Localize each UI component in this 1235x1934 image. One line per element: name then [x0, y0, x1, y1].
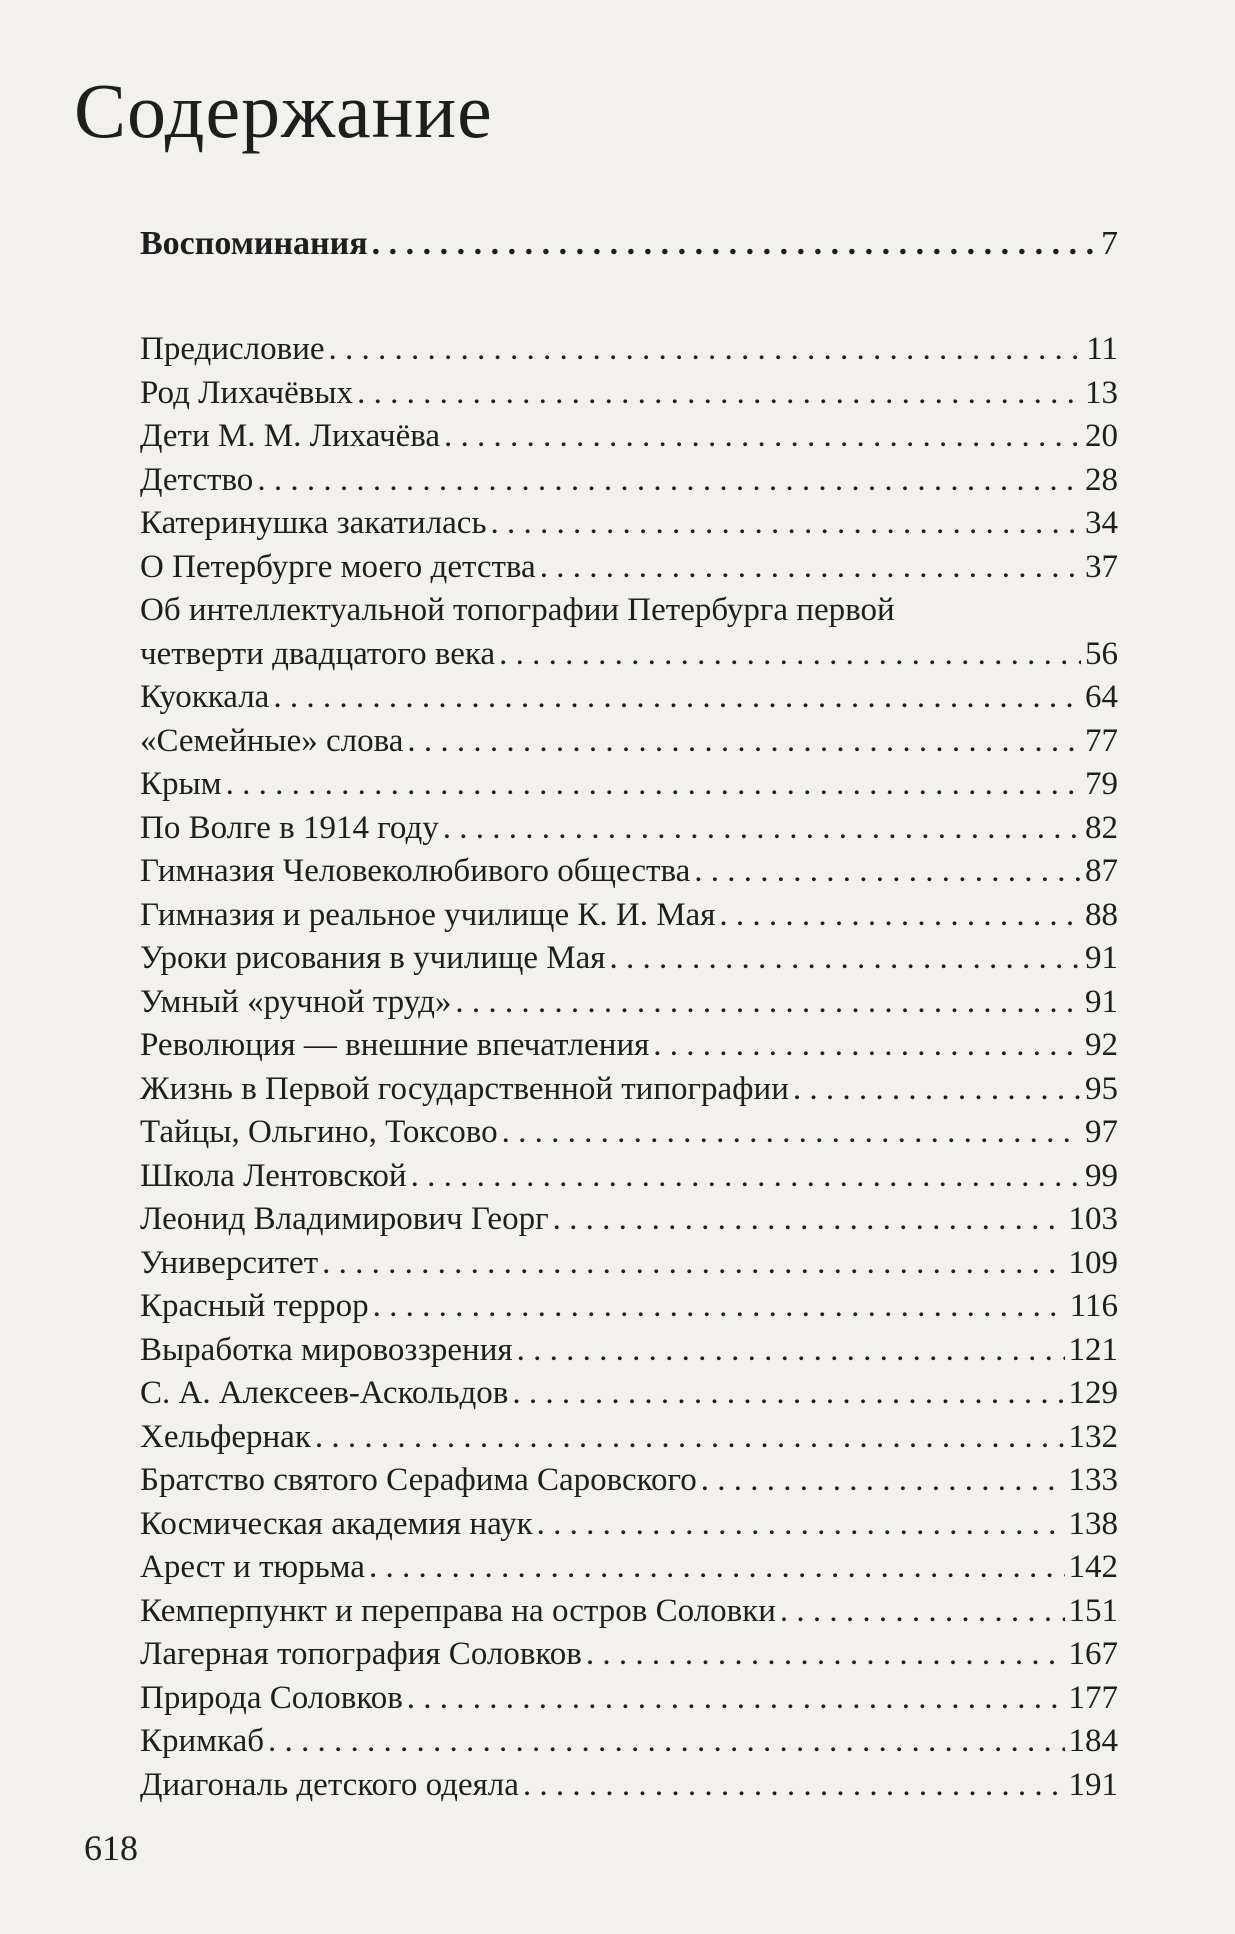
dot-leader — [609, 937, 1081, 981]
toc-entry-title: Кемперпункт и переправа на остров Соловки — [140, 1592, 776, 1629]
toc-entry-page: 103 — [1068, 1201, 1118, 1237]
toc-entry-title: Революция — внешние впечатления — [140, 1027, 650, 1063]
toc-entry — [140, 720, 1118, 764]
toc-entry-title: Природа Соловков — [140, 1679, 403, 1716]
dot-leader — [491, 502, 1082, 546]
dot-leader — [257, 459, 1081, 503]
toc-entry-title: Катеринушка закатилась — [140, 505, 487, 541]
toc-entry-page: 28 — [1085, 461, 1118, 498]
dot-leader — [793, 1068, 1081, 1112]
toc-entry-title-line2: четверти двадцатого века — [140, 635, 496, 672]
toc-entry — [140, 676, 1118, 720]
dot-leader — [523, 1764, 1065, 1808]
dot-leader — [369, 1546, 1065, 1590]
toc-entry — [140, 1068, 1118, 1112]
toc-entry-title: Гимназия Человеколюбивого общества — [140, 853, 691, 889]
toc-entry-title: Куоккала — [140, 679, 270, 715]
toc-entry — [140, 937, 1118, 981]
toc-entry — [140, 1024, 1118, 1068]
toc-entry — [140, 1242, 1118, 1286]
toc-entry-title: Предисловие — [140, 331, 325, 367]
toc-entry-title: Жизнь в Первой государственной типографии — [140, 1070, 789, 1107]
toc-entry-title: Крым — [140, 766, 222, 802]
toc-entry-page: 132 — [1068, 1418, 1118, 1455]
toc-entry-title: Диагональ детского одеяла — [140, 1766, 519, 1803]
dot-leader — [586, 1633, 1065, 1677]
toc-entry-title: С. А. Алексеев-Аскольдов — [140, 1375, 509, 1411]
toc-entry-page: 177 — [1068, 1679, 1118, 1716]
dot-leader — [455, 981, 1081, 1025]
toc-entry-page: 184 — [1068, 1723, 1118, 1759]
toc-entry-title: Школа Лентовской — [140, 1157, 407, 1194]
toc-entry-page: 56 — [1085, 635, 1118, 672]
page-number: 618 — [84, 1828, 138, 1868]
dot-leader — [701, 1459, 1065, 1503]
toc-entry-page: 121 — [1068, 1331, 1118, 1368]
section-title: Воспоминания — [140, 225, 368, 262]
toc-entry-page: 97 — [1085, 1114, 1118, 1150]
dot-leader — [517, 1329, 1065, 1373]
toc-entries — [140, 328, 1118, 1807]
dot-leader — [540, 546, 1081, 590]
dot-leader — [407, 720, 1081, 764]
toc-entry-page: 142 — [1068, 1549, 1118, 1585]
dot-leader — [444, 415, 1081, 459]
toc-entry-page: 64 — [1085, 679, 1118, 715]
toc-entry-page: 95 — [1085, 1070, 1118, 1107]
dot-leader — [411, 1155, 1081, 1199]
toc-entry — [140, 415, 1118, 459]
dot-leader — [719, 894, 1081, 938]
toc-entry-title: Лагерная топография Соловков — [140, 1636, 582, 1672]
dot-leader — [780, 1590, 1065, 1634]
toc-entry-page: 92 — [1085, 1027, 1118, 1063]
toc-entry — [140, 981, 1118, 1025]
toc-entry-page: 87 — [1085, 853, 1118, 889]
dot-leader — [372, 218, 1094, 270]
toc-entry — [140, 589, 1118, 676]
toc-entry-page: 167 — [1068, 1636, 1118, 1672]
toc-entry — [140, 850, 1118, 894]
dot-leader — [499, 633, 1081, 677]
toc-entry — [140, 1764, 1118, 1808]
toc-entry — [140, 1198, 1118, 1242]
toc-entry-page: 13 — [1085, 374, 1118, 411]
dot-leader — [537, 1503, 1065, 1547]
toc-entry-page: 91 — [1085, 940, 1118, 976]
toc-entry-page: 116 — [1069, 1288, 1118, 1324]
toc-entry — [140, 1503, 1118, 1547]
toc-entry-page: 138 — [1068, 1505, 1118, 1542]
toc-entry-page: 20 — [1085, 418, 1118, 454]
toc-entry — [140, 1546, 1118, 1590]
dot-leader — [322, 1242, 1064, 1286]
toc-entry-page: 82 — [1085, 809, 1118, 846]
toc-entry-page: 191 — [1068, 1766, 1118, 1803]
dot-leader — [273, 676, 1081, 720]
toc-entry-title: Космическая академия наук — [140, 1505, 533, 1542]
toc-entry-title: Кримкаб — [140, 1723, 265, 1759]
dot-leader — [329, 328, 1083, 372]
toc-entry-title: Арест и тюрьма — [140, 1549, 365, 1585]
table-of-contents — [140, 218, 1118, 1807]
toc-entry — [140, 1155, 1118, 1199]
toc-entry-page: 77 — [1085, 722, 1118, 759]
toc-entry — [140, 459, 1118, 503]
toc-entry-page: 37 — [1085, 548, 1118, 585]
toc-entry-second-line — [140, 633, 1118, 677]
toc-entry-page: 79 — [1085, 766, 1118, 802]
dot-leader — [694, 850, 1081, 894]
toc-entry — [140, 502, 1118, 546]
toc-entry-page: 151 — [1068, 1592, 1118, 1629]
toc-entry-title: О Петербурге моего детства — [140, 548, 536, 585]
dot-leader — [268, 1720, 1064, 1764]
toc-entry-title: Дети М. М. Лихачёва — [140, 418, 441, 454]
toc-entry-page: 129 — [1068, 1375, 1118, 1411]
toc-entry — [140, 1329, 1118, 1373]
toc-entry-page: 11 — [1086, 331, 1118, 367]
toc-entry — [140, 1416, 1118, 1460]
toc-entry-title: Уроки рисования в училище Мая — [140, 940, 606, 976]
toc-entry — [140, 1459, 1118, 1503]
toc-entry-page: 109 — [1068, 1244, 1118, 1281]
toc-entry-title: По Волге в 1914 году — [140, 809, 439, 846]
dot-leader — [226, 763, 1081, 807]
toc-entry-title: Умный «ручной труд» — [140, 983, 452, 1020]
toc-entry-title: Детство — [140, 461, 254, 498]
dot-leader — [443, 807, 1081, 851]
toc-entry — [140, 894, 1118, 938]
toc-entry-page: 91 — [1085, 983, 1118, 1020]
dot-leader — [502, 1111, 1081, 1155]
dot-leader — [357, 372, 1081, 416]
toc-entry — [140, 763, 1118, 807]
toc-entry — [140, 1720, 1118, 1764]
dot-leader — [553, 1198, 1065, 1242]
toc-entry-page: 34 — [1085, 505, 1118, 541]
toc-entry-title: Университет — [140, 1244, 319, 1281]
toc-entry — [140, 372, 1118, 416]
toc-entry-page: 88 — [1085, 896, 1118, 933]
dot-leader — [653, 1024, 1081, 1068]
toc-entry-title: «Семейные» слова — [140, 722, 404, 759]
dot-leader — [373, 1285, 1066, 1329]
toc-entry-title: Братство святого Серафима Саровского — [140, 1462, 697, 1498]
toc-entry — [140, 807, 1118, 851]
toc-entry-title-line1: Об интеллектуальной топографии Петербурга первой — [140, 592, 895, 628]
toc-entry — [140, 1677, 1118, 1721]
toc-entry-title: Выработка мировоззрения — [140, 1331, 513, 1368]
toc-entry-page: 133 — [1068, 1462, 1118, 1498]
toc-entry-title: Красный террор — [140, 1288, 369, 1324]
toc-entry-title: Род Лихачёвых — [140, 374, 354, 411]
dot-leader — [315, 1416, 1065, 1460]
toc-section-heading — [140, 218, 1118, 270]
dot-leader — [407, 1677, 1065, 1721]
toc-entry — [140, 1590, 1118, 1634]
toc-entry — [140, 328, 1118, 372]
toc-entry-title: Хельфернак — [140, 1418, 311, 1455]
section-page-number: 7 — [1101, 225, 1118, 262]
toc-entry — [140, 1111, 1118, 1155]
toc-entry — [140, 1633, 1118, 1677]
dot-leader — [512, 1372, 1064, 1416]
toc-entry-page: 99 — [1085, 1157, 1118, 1194]
toc-entry — [140, 1285, 1118, 1329]
page-title: Содержание — [74, 67, 493, 154]
toc-entry-title: Гимназия и реальное училище К. И. Мая — [140, 896, 716, 933]
toc-entry — [140, 1372, 1118, 1416]
toc-entry — [140, 546, 1118, 590]
toc-entry-title: Тайцы, Ольгино, Токсово — [140, 1114, 498, 1150]
toc-entry-title: Леонид Владимирович Георг — [140, 1201, 549, 1237]
